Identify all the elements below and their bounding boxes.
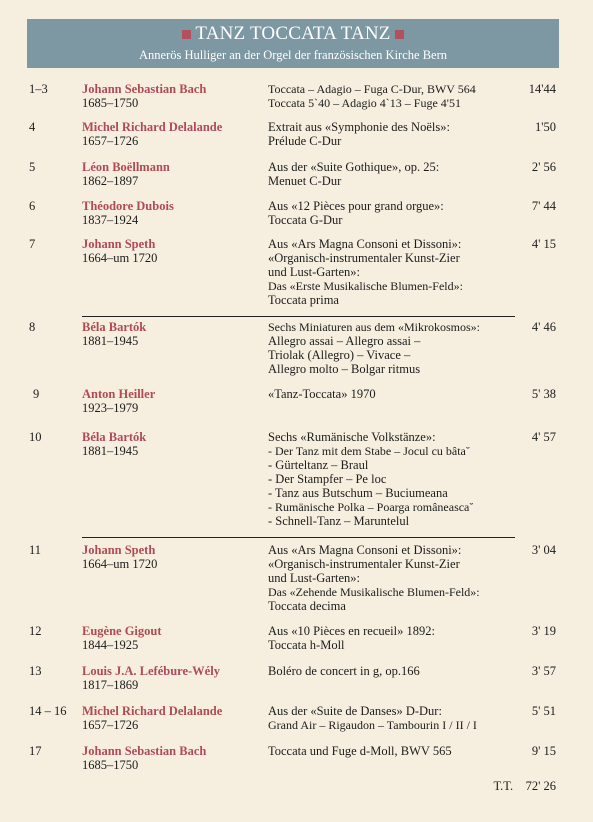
composer-dates: 1881–1945 (82, 444, 139, 458)
track-duration: 5' 38 (531, 387, 556, 401)
work-line: - Der Stampfer – Pe loc (268, 472, 387, 486)
composer-block (82, 430, 262, 458)
composer-name: Béla Bartók (82, 430, 147, 444)
work-line: Aus «Ars Magna Consoni et Dissoni»: (268, 543, 462, 557)
work-line: Allegro assai – Allegro assai – (268, 334, 421, 348)
track-number: 17 (29, 744, 42, 758)
track-duration: 2' 56 (531, 160, 556, 174)
composer-dates: 1657–1726 (82, 134, 139, 148)
work-line: Das «Erste Musikalische Blumen-Feld»: (268, 279, 463, 293)
work-line: - Der Tanz mit dem Stabe – Jocul cu bâta˘ (268, 444, 470, 458)
composer-name: Johann Sebastian Bach (82, 82, 207, 96)
composer-dates: 1844–1925 (82, 638, 139, 652)
work-line: Aus «10 Pièces en recueil» 1892: (268, 624, 435, 638)
square-ornament-icon (182, 30, 191, 39)
composer-name: Johann Speth (82, 543, 156, 557)
work-description (268, 237, 508, 307)
work-description (268, 160, 508, 188)
work-line: Toccata und Fuge d-Moll, BWV 565 (268, 744, 452, 758)
work-line: - Schnell-Tanz – Maruntelul (268, 514, 410, 528)
composer-dates: 1817–1869 (82, 678, 139, 692)
composer-name: Louis J.A. Lefébure-Wély (82, 664, 220, 678)
track-duration: 3' 57 (531, 664, 556, 678)
work-line: Sechs «Rumänische Volkstänze»: (268, 430, 436, 444)
composer-name: Michel Richard Delalande (82, 120, 223, 134)
work-line: Aus «Ars Magna Consoni et Dissoni»: (268, 237, 462, 251)
total-time-value: 72' 26 (525, 779, 556, 793)
work-description (268, 387, 508, 401)
composer-dates: 1664–um 1720 (82, 251, 158, 265)
track-number: 4 (29, 120, 36, 134)
work-description (268, 320, 508, 376)
work-description (268, 120, 508, 148)
track-number: 5 (29, 160, 36, 174)
composer-block (82, 120, 262, 148)
work-line: Prélude C-Dur (268, 134, 342, 148)
track-duration: 3' 19 (531, 624, 556, 638)
work-line: und Lust-Garten»: (268, 571, 360, 585)
work-line: Menuet C-Dur (268, 174, 342, 188)
work-line: Toccata h-Moll (268, 638, 345, 652)
album-title: TANZ TOCCATA TANZ (195, 23, 391, 44)
composer-name: Michel Richard Delalande (82, 704, 223, 718)
composer-block (82, 160, 262, 188)
composer-block (82, 387, 262, 415)
composer-block (82, 664, 262, 692)
work-line: Boléro de concert in g, op.166 (268, 664, 420, 678)
header-band (27, 19, 559, 68)
track-number: 13 (29, 664, 42, 678)
composer-dates: 1862–1897 (82, 174, 139, 188)
composer-name: Théodore Dubois (82, 199, 174, 213)
album-subtitle: Annerös Hulliger an der Orgel der französischen Kirche Bern (139, 48, 447, 62)
work-line: - Rumänische Polka – Poarga româneasca˘ (268, 500, 474, 514)
composer-block (82, 237, 262, 265)
work-line: Grand Air – Rigaudon – Tambourin I / II / I (268, 718, 477, 732)
composer-name: Johann Sebastian Bach (82, 744, 207, 758)
composer-block (82, 744, 262, 772)
work-line: Triolak (Allegro) – Vivace – (268, 348, 411, 362)
track-duration: 4' 15 (531, 237, 556, 251)
composer-block (82, 624, 262, 652)
track-number: 11 (29, 543, 42, 557)
work-line: Aus «12 Pièces pour grand orgue»: (268, 199, 444, 213)
composer-dates: 1685–1750 (82, 96, 139, 110)
work-line: - Gürteltanz – Braul (268, 458, 369, 472)
album-title-line (27, 23, 559, 45)
composer-name: Eugène Gigout (82, 624, 162, 638)
square-ornament-icon (395, 30, 404, 39)
track-duration: 3' 04 (531, 543, 556, 557)
work-line: Toccata G-Dur (268, 213, 343, 227)
work-line: und Lust-Garten»: (268, 265, 360, 279)
work-description (268, 82, 508, 110)
track-number: 10 (29, 430, 42, 444)
track-number: 14 – 16 (29, 704, 67, 718)
composer-dates: 1664–um 1720 (82, 557, 158, 571)
work-line: Sechs Miniaturen aus dem «Mikrokosmos»: (268, 320, 480, 334)
work-line: «Tanz-Toccata» 1970 (268, 387, 376, 401)
work-line: Das «Zehende Musikalische Blumen-Feld»: (268, 585, 480, 599)
composer-block (82, 82, 262, 110)
work-line: Toccata – Adagio – Fuga C-Dur, BWV 564 (268, 82, 476, 96)
total-time-label: T.T. (493, 779, 514, 793)
track-number: 8 (29, 320, 36, 334)
work-description (268, 704, 508, 732)
work-description (268, 744, 508, 758)
work-description (268, 664, 508, 678)
composer-name: Anton Heiller (82, 387, 156, 401)
work-line: - Tanz aus Butschum – Buciumeana (268, 486, 448, 500)
work-line: Toccata 5`40 – Adagio 4`13 – Fuge 4'51 (268, 96, 461, 110)
composer-block (82, 704, 262, 732)
track-duration: 4' 57 (531, 430, 556, 444)
work-line: Toccata decima (268, 599, 346, 613)
composer-block (82, 320, 262, 348)
composer-dates: 1657–1726 (82, 718, 139, 732)
composer-dates: 1881–1945 (82, 334, 139, 348)
composer-block (82, 199, 262, 227)
total-time (493, 779, 556, 794)
work-line: Aus der «Suite Gothique», op. 25: (268, 160, 440, 174)
section-divider (82, 316, 515, 317)
track-duration: 1'50 (534, 120, 556, 134)
work-description (268, 624, 508, 652)
work-line: Aus der «Suite de Danses» D-Dur: (268, 704, 442, 718)
track-duration: 14'44 (528, 82, 556, 96)
track-duration: 7' 44 (531, 199, 556, 213)
composer-block (82, 543, 262, 571)
track-number: 7 (29, 237, 36, 251)
track-number: 9 (33, 387, 40, 401)
work-line: Toccata prima (268, 293, 339, 307)
work-description (268, 543, 508, 613)
track-duration: 4' 46 (531, 320, 556, 334)
track-number: 12 (29, 624, 42, 638)
track-number: 6 (29, 199, 36, 213)
work-description (268, 430, 508, 528)
composer-dates: 1837–1924 (82, 213, 139, 227)
composer-dates: 1923–1979 (82, 401, 139, 415)
track-number: 1–3 (29, 82, 48, 96)
section-divider (82, 537, 515, 538)
composer-name: Johann Speth (82, 237, 156, 251)
composer-name: Léon Boëllmann (82, 160, 170, 174)
track-duration: 9' 15 (531, 744, 556, 758)
work-line: Extrait aus «Symphonie des Noëls»: (268, 120, 450, 134)
work-description (268, 199, 508, 227)
track-duration: 5' 51 (531, 704, 556, 718)
work-line: «Organisch-instrumentaler Kunst-Zier (268, 251, 460, 265)
composer-name: Béla Bartók (82, 320, 147, 334)
composer-dates: 1685–1750 (82, 758, 139, 772)
work-line: «Organisch-instrumentaler Kunst-Zier (268, 557, 460, 571)
work-line: Allegro molto – Bolgar ritmus (268, 362, 421, 376)
